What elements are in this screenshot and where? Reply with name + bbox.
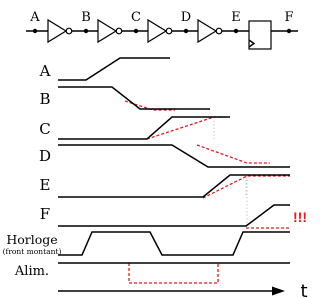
circuit	[26, 10, 298, 49]
waveform-clock	[58, 232, 290, 255]
inverter-icon-2	[98, 20, 122, 42]
power-dip	[129, 263, 218, 283]
node-label-b: B	[81, 10, 91, 25]
inverter-icon-1	[48, 20, 72, 42]
inverter-icon-3	[148, 20, 172, 42]
waveform-d	[58, 145, 290, 167]
node-label-a: A	[30, 10, 40, 25]
power-label: Alim.	[14, 264, 50, 279]
signal-label-f: F	[39, 205, 51, 223]
node-label-f: F	[284, 10, 294, 25]
node-label-e: E	[231, 10, 241, 25]
guide-lines	[214, 117, 247, 229]
flip-flop-icon	[249, 21, 271, 49]
signal-label-b: B	[39, 90, 51, 108]
node-dot-a	[33, 29, 37, 33]
waveform-a	[58, 58, 170, 80]
inverter-icon-4	[198, 20, 222, 42]
signal-label-e: E	[39, 176, 51, 194]
node-dot-f	[287, 29, 291, 33]
waveforms	[58, 58, 290, 263]
time-axis-label: t	[300, 281, 308, 298]
waveform-b	[58, 87, 210, 109]
signal-label-d: D	[38, 147, 52, 165]
node-dot-b	[84, 29, 88, 33]
delayed-trace-d	[197, 145, 270, 163]
waveform-f	[58, 205, 290, 226]
clock-sublabel: (front montant)	[2, 247, 62, 256]
time-axis	[58, 281, 308, 298]
time-axis-arrow-icon	[272, 287, 285, 296]
node-dot-d	[184, 29, 188, 33]
node-label-d: D	[180, 10, 192, 25]
signal-label-c: C	[39, 120, 51, 138]
clock-label: Horloge	[6, 232, 58, 247]
node-dot-c	[134, 29, 138, 33]
node-dot-e	[234, 29, 238, 33]
node-label-c: C	[131, 10, 141, 25]
warning-marker: !!!	[293, 209, 307, 225]
waveform-e	[58, 175, 290, 197]
signal-label-a: A	[39, 62, 51, 80]
